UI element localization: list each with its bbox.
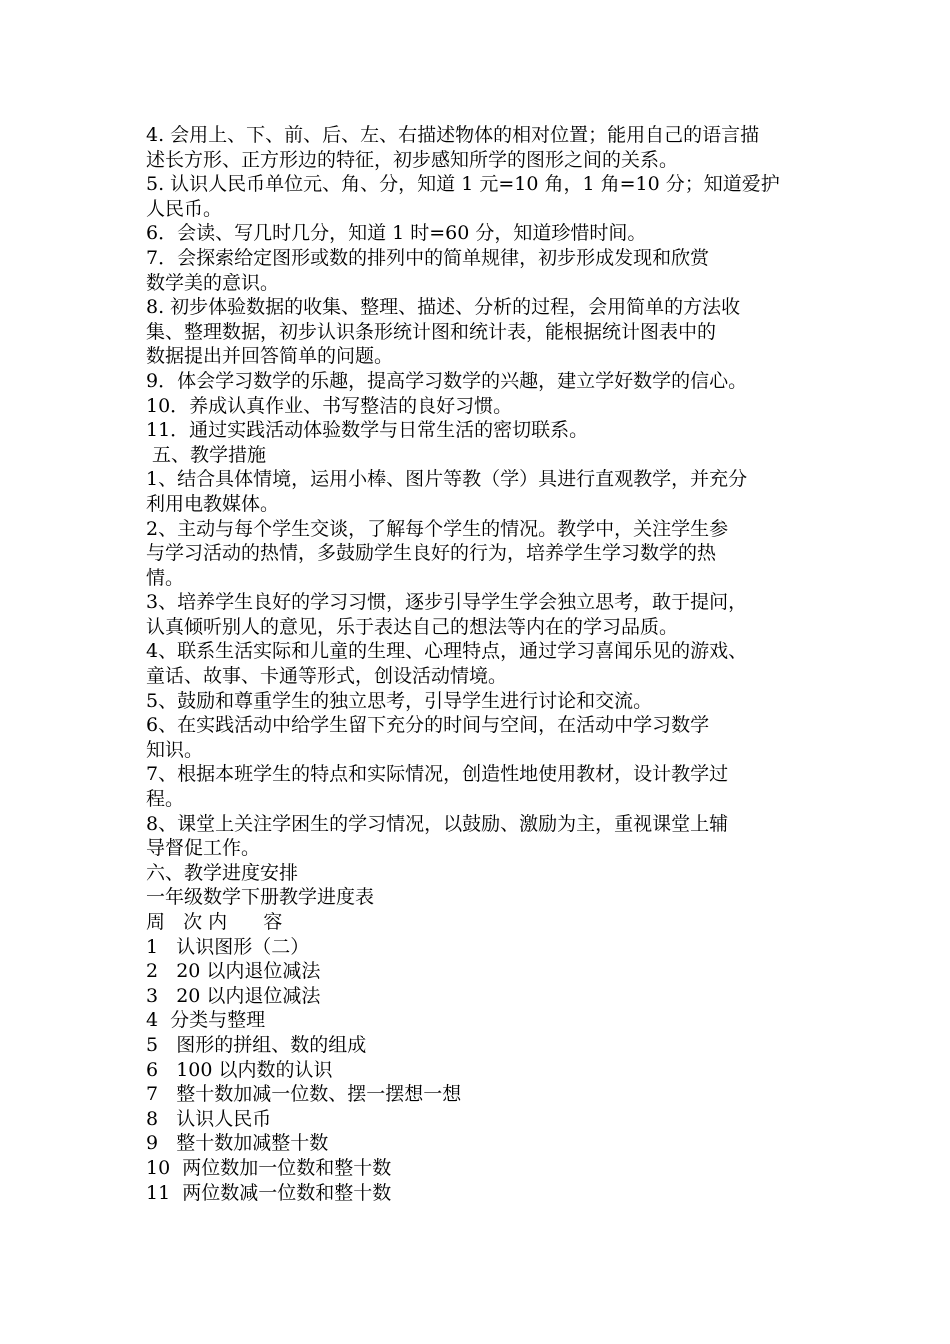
measure-item — [146, 467, 826, 516]
measure-item — [146, 762, 826, 811]
text-line: 人民币。 — [146, 197, 223, 220]
text-line: 童话、故事、卡通等形式，创设活动情境。 — [146, 665, 508, 688]
text-line: 8、课堂上关注学困生的学习情况，以鼓励、激励为主，重视课堂上辅 — [146, 812, 729, 835]
schedule-row: 8 认识人民币 — [146, 1107, 272, 1130]
text-line: 认真倾听别人的意见，乐于表达自己的想法等内在的学习品质。 — [146, 615, 679, 638]
schedule-row: 3 20 以内退位减法 — [146, 984, 321, 1007]
measure-item — [146, 517, 826, 591]
section-heading: 六、教学进度安排 — [146, 861, 299, 884]
text-line: 导督促工作。 — [146, 837, 261, 860]
schedule-row: 1 认识图形（二） — [146, 935, 310, 958]
schedule-table-header: 周 次 内 容 — [146, 911, 283, 933]
text-line: 知识。 — [146, 738, 204, 761]
text-line: 数据提出并回答简单的问题。 — [146, 345, 394, 368]
text-line: 11．通过实践活动体验数学与日常生活的密切联系。 — [146, 419, 589, 442]
text-line: 1、结合具体情境，运用小棒、图片等教（学）具进行直观教学，并充分 — [146, 468, 748, 491]
goals-list — [146, 123, 826, 443]
schedule-row: 5 图形的拼组、数的组成 — [146, 1033, 367, 1056]
goal-item — [146, 123, 826, 172]
text-line: 述长方形、正方形边的特征，初步感知所学的图形之间的关系。 — [146, 148, 679, 171]
text-line: 集、整理数据，初步认识条形统计图和统计表，能根据统计图表中的 — [146, 320, 717, 343]
text-line: 8. 初步体验数据的收集、整理、描述、分析的过程，会用简单的方法收 — [146, 296, 741, 319]
text-line: 5、鼓励和尊重学生的独立思考，引导学生进行讨论和交流。 — [146, 689, 653, 712]
schedule-row: 11 两位数减一位数和整十数 — [146, 1181, 392, 1204]
goal-item — [146, 221, 826, 246]
goal-item — [146, 246, 826, 295]
measure-item — [146, 812, 826, 861]
text-line: 9．体会学习数学的乐趣，提高学习数学的兴趣，建立学好数学的信心。 — [146, 369, 748, 392]
schedule-row: 10 两位数加一位数和整十数 — [146, 1156, 392, 1179]
text-line: 6、在实践活动中给学生留下充分的时间与空间，在活动中学习数学 — [146, 714, 710, 737]
text-line: 情。 — [146, 566, 185, 589]
schedule-row: 9 整十数加减整十数 — [146, 1132, 329, 1155]
section-heading: 五、教学措施 — [146, 443, 267, 466]
text-line: 4. 会用上、下、前、后、左、右描述物体的相对位置；能用自己的语言描 — [146, 124, 760, 146]
schedule-row: 4 分类与整理 — [146, 1009, 266, 1032]
goal-item — [146, 172, 826, 221]
goal-item — [146, 394, 826, 419]
text-line: 程。 — [146, 788, 185, 811]
document-page — [146, 123, 826, 1205]
section-teaching-measures — [146, 443, 826, 861]
measure-item — [146, 713, 826, 762]
schedule-table-title: 一年级数学下册教学进度表 — [146, 886, 375, 909]
text-line: 10．养成认真作业、书写整洁的良好习惯。 — [146, 394, 513, 417]
text-line: 利用电教媒体。 — [146, 492, 280, 515]
goal-item — [146, 295, 826, 369]
goal-item — [146, 418, 826, 443]
text-line: 2、主动与每个学生交谈，了解每个学生的情况。教学中，关注学生参 — [146, 517, 729, 540]
schedule-row: 6 100 以内数的认识 — [146, 1058, 333, 1081]
goal-item — [146, 369, 826, 394]
text-line: 7．会探索给定图形或数的排列中的简单规律，初步形成发现和欣赏 — [146, 246, 710, 269]
measure-item — [146, 689, 826, 714]
text-line: 与学习活动的热情，多鼓励学生良好的行为，培养学生学习数学的热 — [146, 542, 717, 565]
schedule-row: 7 整十数加减一位数、摆一摆想一想 — [146, 1083, 462, 1106]
measure-item — [146, 639, 826, 688]
text-line: 7、根据本班学生的特点和实际情况，创造性地使用教材，设计教学过 — [146, 763, 729, 786]
measure-item — [146, 590, 826, 639]
section-schedule — [146, 861, 826, 1205]
text-line: 数学美的意识。 — [146, 271, 280, 294]
text-line: 5. 认识人民币单位元、角、分，知道 1 元=10 角，1 角=10 分；知道爱护 — [146, 173, 780, 196]
text-line: 3、培养学生良好的学习习惯，逐步引导学生学会独立思考，敢于提问， — [146, 591, 748, 614]
text-line: 6．会读、写几时几分，知道 1 时=60 分，知道珍惜时间。 — [146, 222, 647, 245]
text-line: 4、联系生活实际和儿童的生理、心理特点，通过学习喜闻乐见的游戏、 — [146, 640, 748, 663]
schedule-row: 2 20 以内退位减法 — [146, 960, 321, 983]
